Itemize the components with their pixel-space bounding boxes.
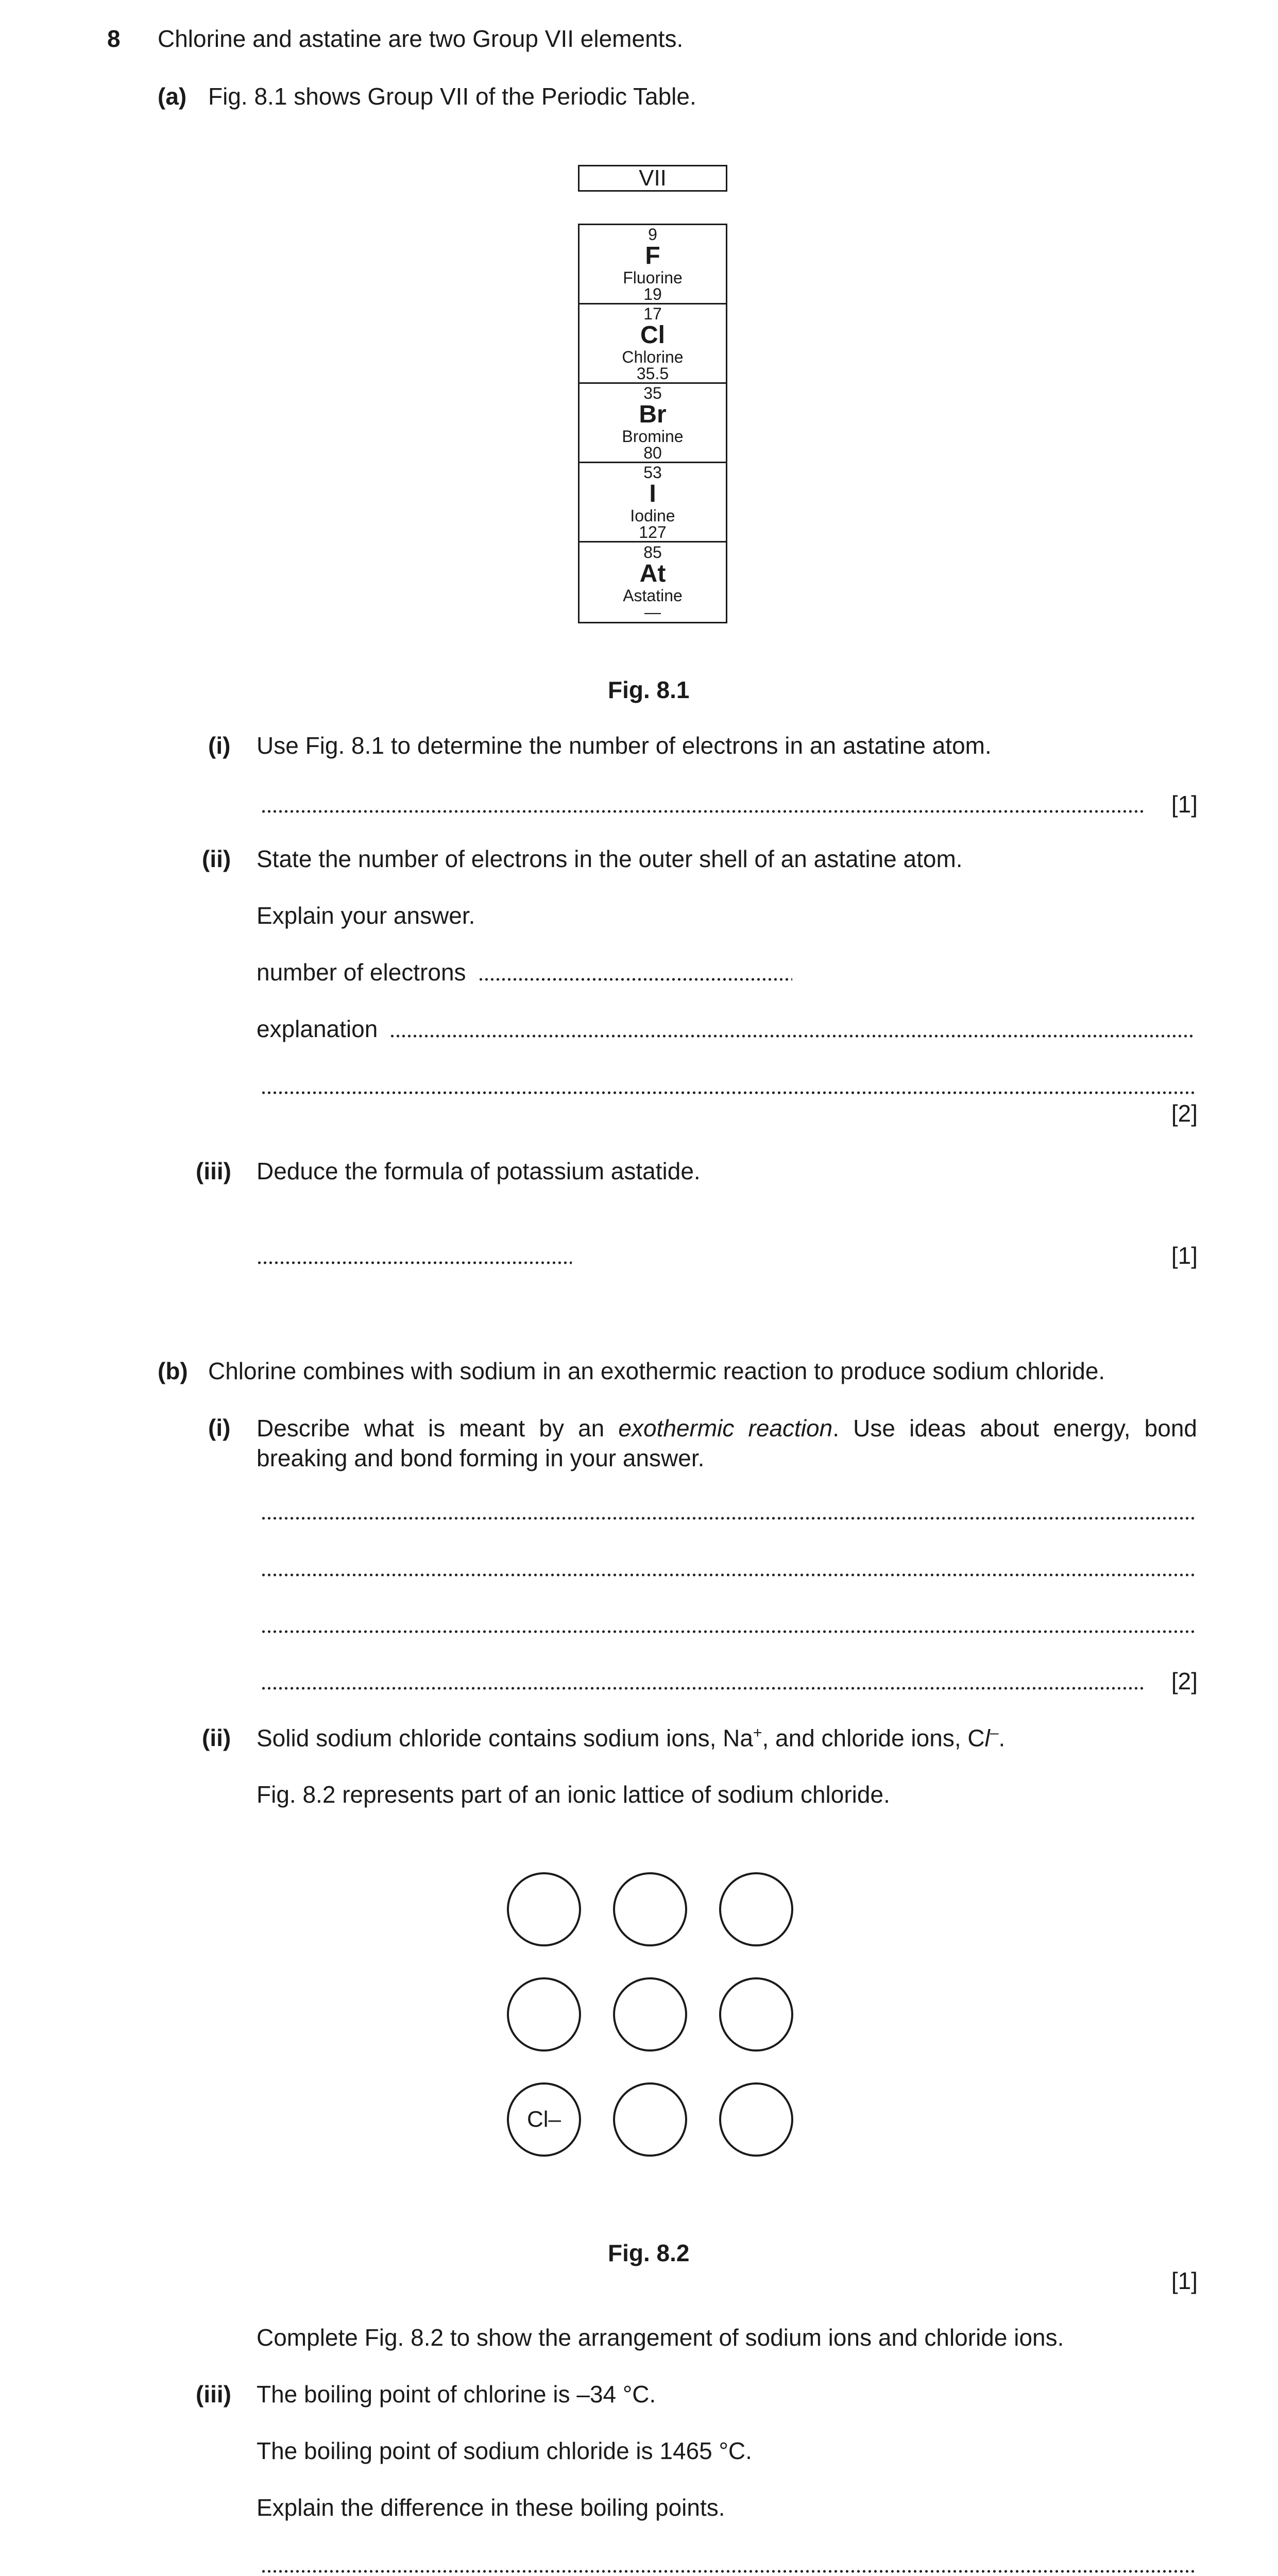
mark-b-i: [2]	[1171, 1668, 1198, 1694]
element-cell-fluorine	[580, 225, 726, 304]
part-b-ii-text-c: .	[998, 1724, 1006, 1752]
atomic-number: 53	[643, 463, 662, 482]
mark-b-ii: [1]	[1171, 2267, 1198, 2294]
part-b-iii-text3: Explain the difference in these boiling points.	[257, 2494, 725, 2521]
part-a-label: (a)	[158, 83, 187, 110]
part-a-i-text: Use Fig. 8.1 to determine the number of electrons in an astatine atom.	[257, 732, 992, 759]
minus-superscript: –	[990, 1724, 999, 1741]
answer-line-b-i-1[interactable]	[261, 1497, 1194, 1521]
part-a-ii-text2: Explain your answer.	[257, 902, 475, 929]
answer-line-b-iii-1[interactable]	[261, 2550, 1194, 2574]
element-cell-iodine	[580, 463, 726, 543]
number-of-electrons-label: number of electrons	[257, 959, 466, 986]
mark-a-i: [1]	[1171, 791, 1198, 818]
element-name: Bromine	[622, 427, 684, 446]
part-b-i-label: (i)	[208, 1414, 231, 1441]
lattice-ion[interactable]	[613, 2082, 687, 2157]
element-cell-bromine	[580, 384, 726, 463]
part-a-ii-text: State the number of electrons in the outer shell of an astatine atom.	[257, 845, 963, 872]
lattice-ion[interactable]	[507, 1872, 581, 1946]
part-b-ii-text-a: Solid sodium chloride contains sodium ions, Na	[257, 1724, 753, 1752]
atomic-number: 35	[643, 383, 662, 402]
lattice-ion[interactable]	[507, 1977, 581, 2052]
relative-atomic-mass: 127	[639, 522, 667, 541]
answer-line-a-iii[interactable]	[257, 1242, 572, 1265]
part-b-ii-text-b: , and chloride ions, C	[762, 1724, 985, 1752]
relative-atomic-mass: 19	[643, 284, 662, 303]
relative-atomic-mass: 80	[643, 443, 662, 462]
mark-a-ii: [2]	[1171, 1100, 1198, 1127]
element-name: Fluorine	[623, 268, 683, 287]
element-symbol: At	[639, 560, 666, 587]
atomic-number: 9	[648, 225, 657, 244]
explanation-field-line-2[interactable]	[261, 1072, 1194, 1095]
element-symbol: I	[649, 480, 656, 507]
number-of-electrons-field[interactable]	[478, 958, 792, 982]
fig-8-1-caption: Fig. 8.1	[608, 676, 690, 703]
relative-atomic-mass: —	[644, 603, 661, 621]
part-b-ii-text	[257, 1724, 1005, 1753]
element-name: Iodine	[630, 506, 675, 525]
element-symbol: F	[645, 242, 660, 269]
atomic-number: 17	[643, 304, 662, 323]
answer-line-a-i[interactable]	[261, 790, 1144, 814]
explanation-label: explanation	[257, 1015, 378, 1042]
part-b-ii-text2: Fig. 8.2 represents part of an ionic lattice of sodium chloride.	[257, 1781, 890, 1808]
element-name: Chlorine	[622, 347, 684, 366]
fig-8-2-caption: Fig. 8.2	[608, 2240, 690, 2266]
part-b-ii-label: (ii)	[202, 1724, 231, 1751]
part-b-iii-text1: The boiling point of chlorine is –34 °C.	[257, 2381, 656, 2408]
part-b-i-text	[257, 1414, 1197, 1473]
part-b-i-text-before: Describe what is meant by an	[257, 1415, 619, 1442]
part-a-i-label: (i)	[208, 732, 231, 759]
part-b-i-text-after: . Use ideas about energy, bond breaking and bond forming in your answer.	[257, 1415, 1197, 1471]
part-b-i-italic-term: exothermic reaction	[618, 1415, 833, 1442]
answer-line-b-i-3[interactable]	[261, 1611, 1194, 1634]
explanation-field-line-1[interactable]	[389, 1015, 1194, 1039]
question-intro: Chlorine and astatine are two Group VII elements.	[158, 25, 684, 52]
element-symbol: Br	[639, 400, 667, 428]
atomic-number: 85	[643, 543, 662, 562]
part-b-iii-text2: The boiling point of sodium chloride is 1465 °C.	[257, 2437, 752, 2464]
part-a-text: Fig. 8.1 shows Group VII of the Periodic Table.	[208, 83, 696, 110]
answer-line-b-i-2[interactable]	[261, 1554, 1194, 1578]
part-a-iii-text: Deduce the formula of potassium astatide.	[257, 1158, 701, 1184]
element-name: Astatine	[623, 586, 683, 605]
part-b-iii-label: (iii)	[196, 2381, 231, 2408]
lattice-ion[interactable]	[613, 1872, 687, 1946]
part-b-label: (b)	[158, 1358, 188, 1384]
chloride-l: l	[984, 1724, 990, 1752]
part-a-ii-label: (ii)	[202, 845, 231, 872]
relative-atomic-mass: 35.5	[636, 364, 669, 383]
lattice-ion-chloride: Cl–	[507, 2082, 581, 2157]
element-cell-chlorine	[580, 304, 726, 384]
part-a-iii-label: (iii)	[196, 1158, 231, 1184]
group-vii-header: VII	[578, 165, 727, 192]
part-b-text: Chlorine combines with sodium in an exothermic reaction to produce sodium chloride.	[208, 1358, 1105, 1384]
lattice-ion[interactable]	[613, 1977, 687, 2052]
lattice-ion[interactable]	[719, 1977, 793, 2052]
element-symbol: Cl	[640, 321, 665, 349]
part-b-ii-instruction: Complete Fig. 8.2 to show the arrangement of sodium ions and chloride ions.	[257, 2324, 1064, 2351]
lattice-ion[interactable]	[719, 1872, 793, 1946]
mark-a-iii: [1]	[1171, 1242, 1198, 1269]
element-cell-astatine	[580, 543, 726, 622]
lattice-ion[interactable]	[719, 2082, 793, 2157]
periodic-table-group-vii	[578, 224, 727, 623]
answer-line-b-i-4[interactable]	[261, 1667, 1144, 1691]
plus-superscript: +	[753, 1724, 762, 1741]
question-number: 8	[107, 25, 121, 52]
